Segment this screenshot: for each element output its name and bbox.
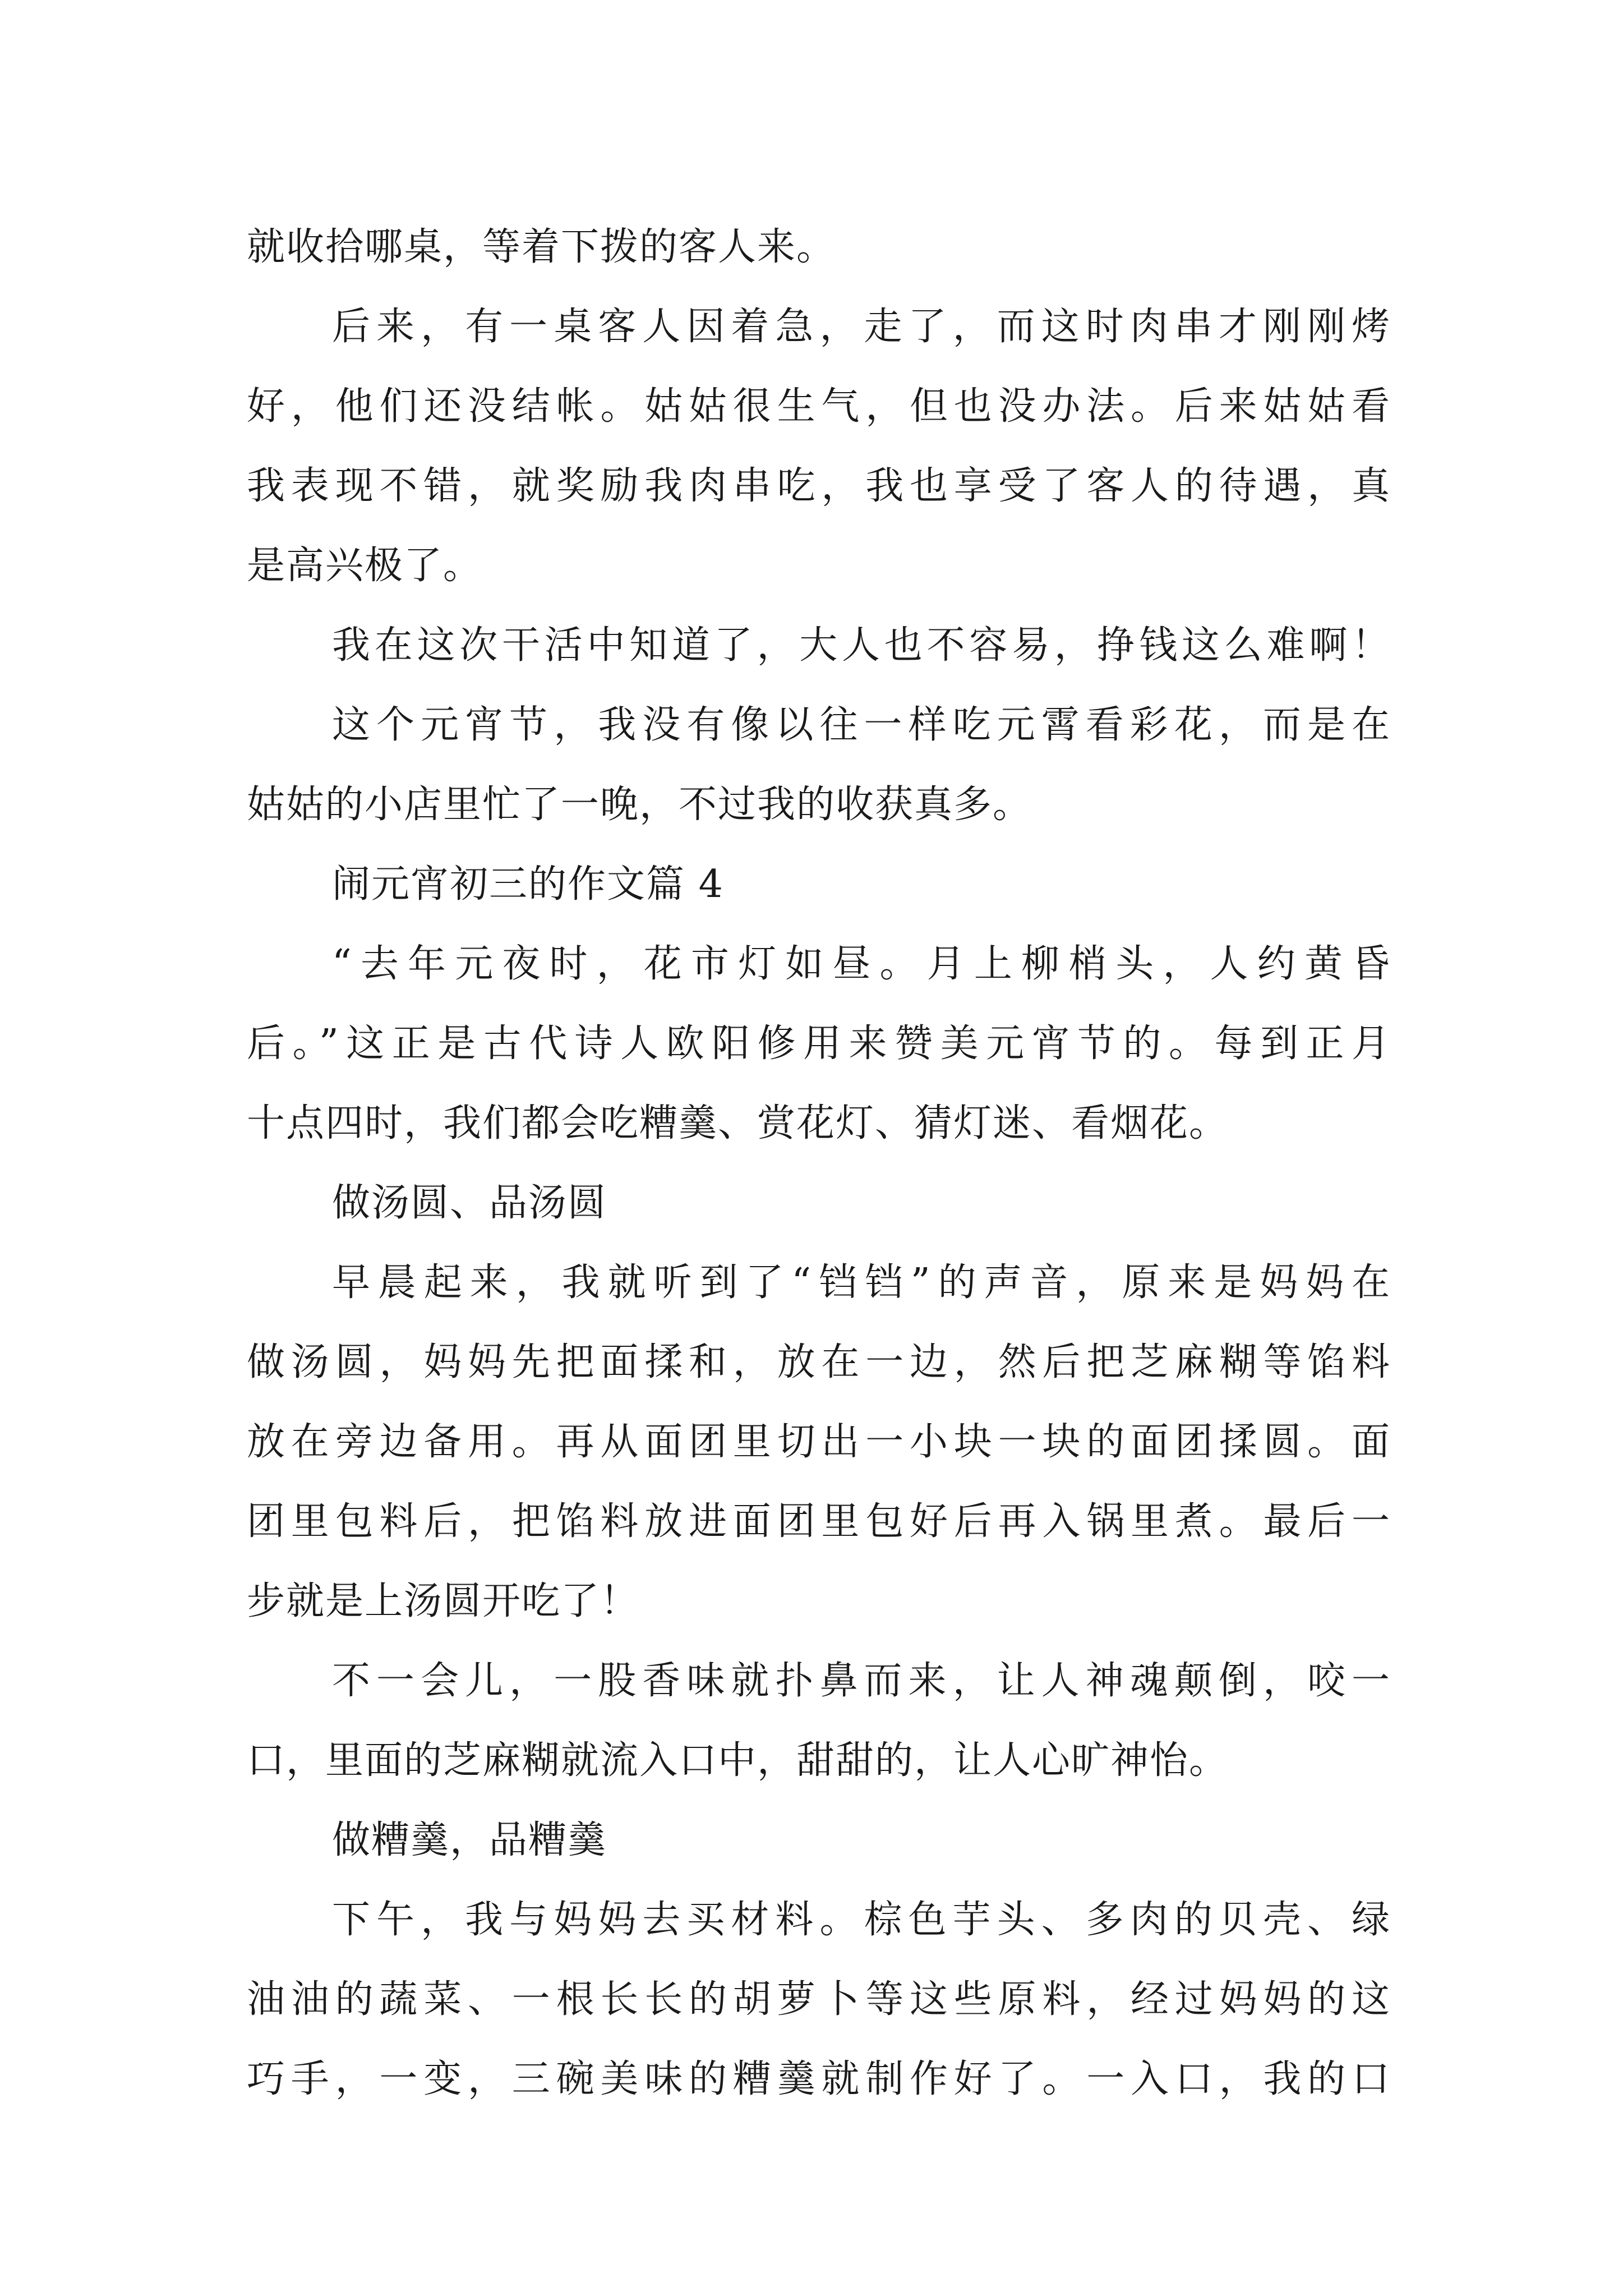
text-line: 不一会儿，一股香味就扑鼻而来，让人神魂颠倒，咬一 — [332, 1659, 1391, 1703]
text-line: 后来，有一桌客人因着急，走了，而这时肉串才刚刚烤 — [332, 305, 1391, 349]
text-line: 我在这次干活中知道了，大人也不容易，挣钱这么难啊！ — [332, 623, 1391, 668]
text-line: 是高兴极了。 — [247, 544, 483, 588]
text-line: 下午，我与妈妈去买材料。棕色芋头、多肉的贝壳、绿 — [332, 1898, 1391, 1942]
text-line: 步就是上汤圆开吃了！ — [247, 1579, 640, 1623]
text-line: 油油的蔬菜、一根长长的胡萝卜等这些原料，经过妈妈的这 — [247, 1977, 1391, 2022]
text-line: “去年元夜时，花市灯如昼。月上柳梢头，人约黄昏 — [332, 942, 1391, 986]
text-line: 姑姑的小店里忙了一晚，不过我的收获真多。 — [247, 783, 1032, 827]
subheading: 做糟羹，品糟羹 — [332, 1818, 607, 1862]
subheading: 做汤圆、品汤圆 — [332, 1181, 607, 1225]
text-line: 我表现不错，就奖励我肉串吃，我也享受了客人的待遇，真 — [247, 464, 1391, 508]
text-line: 早晨起来，我就听到了“铛铛”的声音，原来是妈妈在 — [332, 1260, 1391, 1305]
text-line: 就收拾哪桌，等着下拨的客人来。 — [247, 225, 836, 269]
text-line: 团里包料后，把馅料放进面团里包好后再入锅里煮。最后一 — [247, 1499, 1391, 1544]
text-line: 后。”这正是古代诗人欧阳修用来赞美元宵节的。每到正月 — [247, 1022, 1391, 1066]
text-line: 十点四时，我们都会吃糟羹、赏花灯、猜灯迷、看烟花。 — [247, 1101, 1229, 1145]
text-line: 巧手，一变，三碗美味的糟羹就制作好了。一入口，我的口 — [247, 2057, 1391, 2101]
text-line: 好，他们还没结帐。姑姑很生气，但也没办法。后来姑姑看 — [247, 384, 1391, 429]
text-line: 放在旁边备用。再从面团里切出一小块一块的面团揉圆。面 — [247, 1420, 1391, 1464]
essay-body — [247, 208, 1391, 2119]
text-line: 这个元宵节，我没有像以往一样吃元霄看彩花，而是在 — [332, 703, 1391, 747]
section-heading: 闹元宵初三的作文篇 4 — [332, 862, 724, 907]
text-line: 做汤圆，妈妈先把面揉和，放在一边，然后把芝麻糊等馅料 — [247, 1340, 1391, 1384]
text-line: 口，里面的芝麻糊就流入口中，甜甜的，让人心旷神怡。 — [247, 1738, 1229, 1783]
